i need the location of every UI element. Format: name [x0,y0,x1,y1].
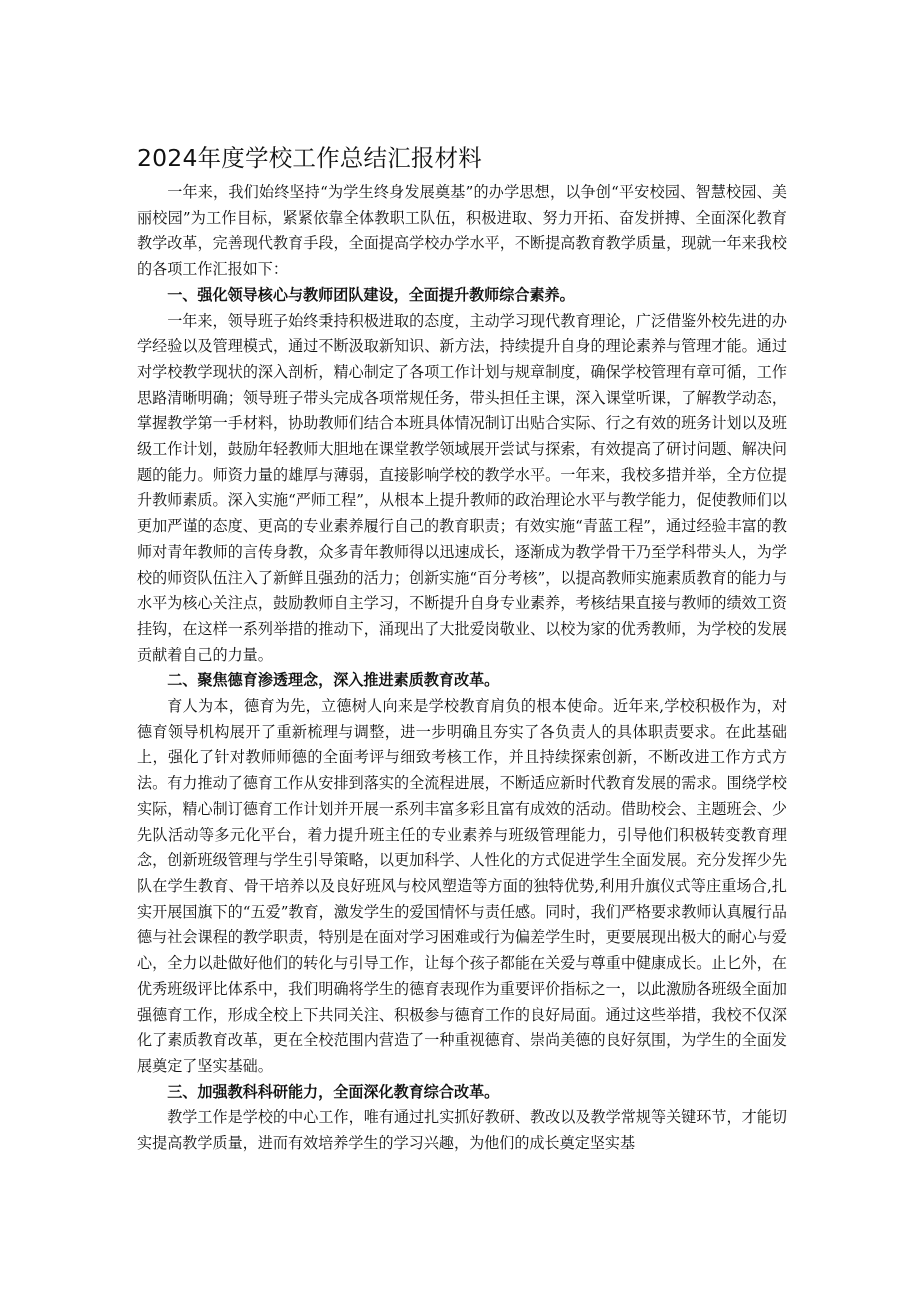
section-heading-3: 三、加强教科科研能力，全面深化教育综合改革。 [167,1082,500,1101]
section-heading-2: 二、聚焦德育渗透理念，深入推进素质教育改革。 [167,671,500,690]
section-3-paragraph: 教学工作是学校的中心工作，唯有通过扎实抓好教研、教改以及教学常规等关键环节，才能切实提高教学质量，进而有效培养学生的学习兴趣，为他们的成长奠定坚实基 [137,1108,787,1153]
intro-paragraph: 一年来，我们始终坚持“为学生终身发展奠基”的办学思想，以争创“平安校园、智慧校园、美丽校园”为工作目标，紧紧依靠全体教职工队伍，积极进取、努力开拓、奋发拼搏、全面深化教育教学改革，完善现代教育手段，全面提高学校办学水平，不断提高教育教学质量，现就一年来我校的各项工作汇报如下： [137,183,787,279]
document-title: 2024年度学校工作总结汇报材料 [137,144,483,172]
section-1-paragraph: 一年来，领导班子始终秉持积极进取的态度，主动学习现代教育理论，广泛借鉴外校先进的办学经验以及管理模式，通过不断汲取新知识、新方法，持续提升自身的理论素养与管理才能。通过对学校教学现状的深入剖析，精心制定了各项工作计划与规章制度，确保学校管理有章可循，工作思路清晰明确；领导班子带头完成各项常规任务，带头担任主课，深入课堂听课，了解教学动态，掌握教学第一手材料，协助教师们结合本班具体情况制订出贴合实际、行之有效的班务计划以及班级工作计划，鼓励年轻教师大胆地在课堂教学领域展开尝试与探索，有效提高了研讨问题、解决问题的能力。师资力量的雄厚与薄弱，直接影响学校的教学水平。一年来，我校多措并举，全方位提升教师素质。深入实施“严师工程”，从根本上提升教师的政治理论水平与教学能力，促使教师们以更加严谨的态度、更高的专业素养履行自己的教育职责；有效实施“青蓝工程”，通过经验丰富的教师对青年教师的言传身教，众多青年教师得以迅速成长，逐渐成为教学骨干乃至学科带头人，为学校的师资队伍注入了新鲜且强劲的活力；创新实施“百分考核”，以提高教师实施素质教育的能力与水平为核心关注点，鼓励教师自主学习，不断提升自身专业素养，考核结果直接与教师的绩效工资挂钩，在这样一系列举措的推动下，涌现出了大批爱岗敬业、以校为家的优秀教师，为学校的发展贡献着自己的力量。 [137,311,787,664]
section-heading-1: 一、强化领导核心与教师团队建设，全面提升教师综合素养。 [167,285,575,304]
document-body [137,180,787,1157]
section-2-paragraph: 育人为本，德育为先，立德树人向来是学校教育肩负的根本使命。近年来,学校积极作为，对德育领导机构展开了重新梳理与调整，进一步明确且夯实了各负责人的具体职责要求。在此基础上，强化了针对教师师德的全面考评与细致考核工作，并且持续探索创新，不断改进工作方式方法。有力推动了德育工作从安排到落实的全流程进展，不断适应新时代教育发展的需求。围绕学校实际，精心制订德育工作计划并开展一系列丰富多彩且富有成效的活动。借助校会、主题班会、少先队活动等多元化平台，着力提升班主任的专业素养与班级管理能力，引导他们积极转变教育理念，创新班级管理与学生引导策略，以更加科学、人性化的方式促进学生全面发展。充分发挥少先队在学生教育、骨干培养以及良好班风与校风塑造等方面的独特优势,利用升旗仪式等庄重场合,扎实开展国旗下的“五爱”教育，激发学生的爱国情怀与责任感。同时，我们严格要求教师认真履行品德与社会课程的教学职责，特别是在面对学习困难或行为偏差学生时，更要展现出极大的耐心与爱心，全力以赴做好他们的转化与引导工作，让每个孩子都能在关爱与尊重中健康成长。止匕外，在优秀班级评比体系中，我们明确将学生的德育表现作为重要评价指标之一，以此激励各班级全面加强德育工作，形成全校上下共同关注、积极参与德育工作的良好局面。通过这些举措，我校不仅深化了素质教育改革，更在全校范围内营造了一种重视德育、崇尚美德的良好氛围，为学生的全面发展奠定了坚实基础。 [137,697,787,1075]
